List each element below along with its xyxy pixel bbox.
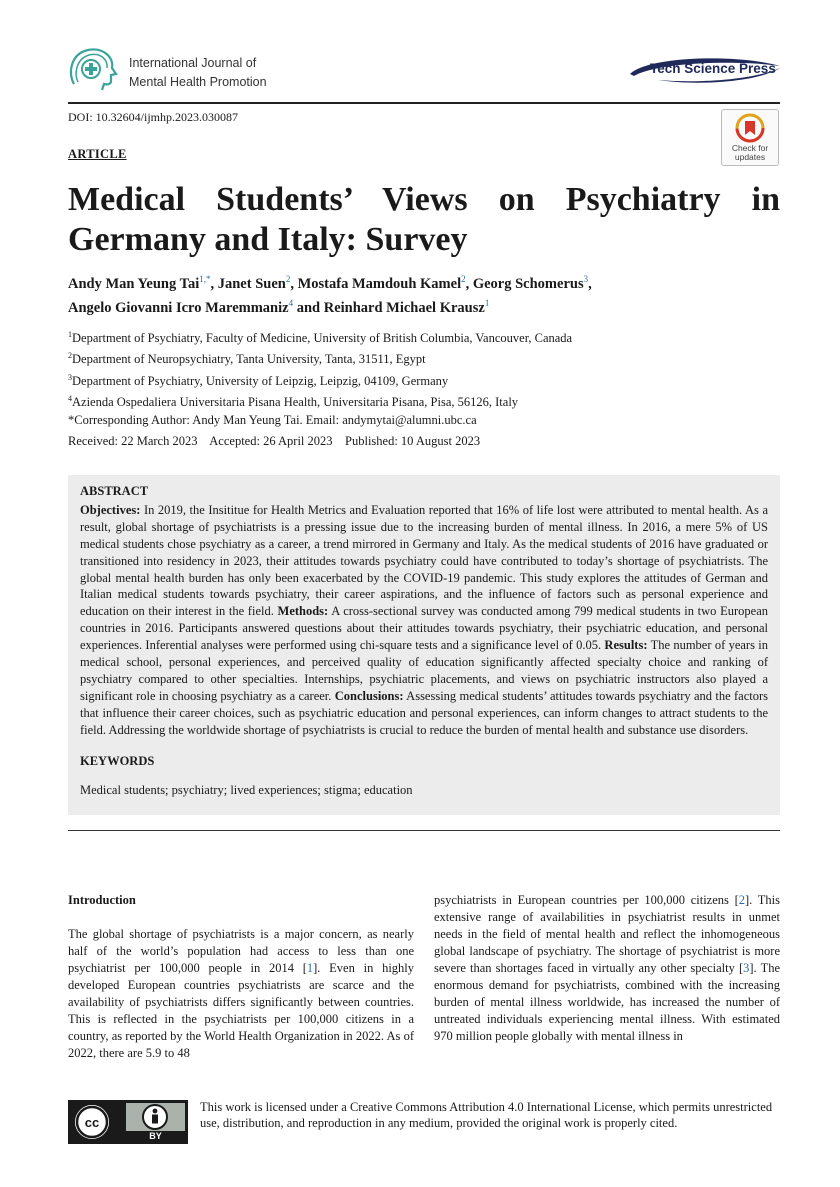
affiliation: [68, 348, 426, 367]
results-label: Results:: [604, 638, 648, 653]
check-for-updates-label: [722, 144, 778, 162]
author-sep: ,: [290, 275, 298, 292]
header-rule: [68, 102, 780, 104]
cc-by-badge[interactable]: [68, 1100, 188, 1144]
citation-link[interactable]: 2: [738, 893, 746, 907]
journal-logo: [66, 44, 122, 92]
objectives-text: In 2019, the Insititue for Health Metrics and Evaluation reported that 16% of life lost were attributed to mental health. As a result, global shortage of psychiatrists is a pressing issue due to the increasing burden of mental illness. In 2016, a mere 5% of US medical students chose psychiatry as a career, a trend mirrored in Germany and Italy. As the medical students of 2016 have graduated or transitioned into residency in 2023, their attitudes towards psychiatry could have contributed to today’s shortage of psychiatrists. The global mental health burden has only been exacerbated by the COVID-19 pandemic. This study explores the attitudes of German and Italian medical students towards psychiatry, their career aspirations, and the influence of factors such as personal experience and education on their interest in the field.: [80, 502, 768, 619]
publisher-logo: [628, 54, 782, 86]
body-column-right: [434, 892, 780, 1045]
author[interactable]: [68, 276, 210, 292]
affiliation-text: Department of Psychiatry, University of Leipzig, Leipzig, 04109, Germany: [72, 374, 449, 389]
results-text: The number of years in medical school, personal experiences, and perceived quality of education significantly affected specialty choice and ranking of psychiatry compared to other specialties. Internships, psychiatric placements, and views on psychiatric instructors also played a significant role in choosing psychiatry as a career.: [80, 638, 768, 703]
author[interactable]: [473, 276, 588, 292]
author-sup: 3: [583, 274, 589, 284]
affiliation-sup: 1: [68, 330, 72, 339]
objectives-label: Objectives:: [80, 502, 141, 517]
publisher-name: Tech Science Press: [650, 61, 776, 76]
author-sup: 4: [288, 297, 294, 308]
keywords-heading: KEYWORDS: [80, 753, 155, 768]
author-name: Reinhard Michael Krausz: [323, 299, 485, 316]
author-sep: and: [293, 299, 324, 316]
check-line1: Check for: [731, 143, 769, 153]
license-text: This work is licensed under a Creative Commons Attribution 4.0 International License, which permits unrestricted use, distribution, and reproduction in any medium, provided the original work is properly cited.: [200, 1100, 773, 1130]
affiliation: [68, 327, 572, 346]
abstract-text: [80, 502, 768, 739]
affiliation-text: Department of Neuropsychiatry, Tanta University, Tanta, 31511, Egypt: [72, 352, 426, 367]
abstract-box: [68, 475, 780, 815]
journal-name-line2: Mental Health Promotion: [129, 75, 267, 89]
abstract-heading: ABSTRACT: [80, 484, 149, 498]
corresponding-author: *Corresponding Author: Andy Man Yeung Tai. Email: andymytai@alumni.ubc.ca: [68, 413, 477, 427]
citation-link[interactable]: 3: [743, 961, 750, 975]
affiliation-text: Azienda Ospedaliera Universitaria Pisana Health, Universitaria Pisana, Pisa, 56126, Italy: [72, 395, 519, 410]
methods-label: Methods:: [277, 604, 329, 619]
abstract-rule: [68, 830, 780, 831]
conclusions-label: Conclusions:: [334, 688, 404, 703]
conclusions-text: Assessing medical students’ attitudes towards psychiatry and the factors that influence their career choices, such as psychiatric education and personal experiences, can inform changes to attract students to the field. Addressing the worldwide shortage of psychiatrists is crucial to reduce the burden of mental health and substance use disorders.: [80, 688, 768, 737]
author-sup: 2: [285, 274, 291, 284]
introduction-heading: Introduction: [68, 893, 136, 907]
author-sup: 1,*: [199, 274, 211, 284]
journal-name: [129, 54, 267, 92]
methods-text: A cross-sectional survey was conducted among 799 medical students in two European countries in 2016. Participants answered questions about their attitudes towards psychiatry, their psychiatric education, and personal experiences. Inferential analyses were performed using chi-square tests and a significance level of 0.05.: [80, 604, 768, 653]
affiliation-sup: 3: [68, 373, 72, 382]
intro-paragraph-right: psychiatrists in European countries per 100,000 citizens [2]. This extensive range of availabilities in psychiatrist results in unmet needs in the field of mental health and reflect the inhomogeneous global landscape of psychiatry. The shortage of psychiatrist is more severe than shortages faced in virtually any other specialty [3]. The enormous demand for psychiatrists, combined with the increasing burden of mental illness worldwide, has increased the number of untreated individuals experiencing mental illness. With estimated 970 million people globally with mental illness in: [434, 893, 781, 1043]
author-name: Angelo Giovanni Icro Maremmaniz: [68, 299, 289, 316]
author-name: Mostafa Mamdouh Kamel: [297, 275, 462, 292]
author-sup: 1: [484, 297, 490, 308]
intro-paragraph-left: The global shortage of psychiatrists is a major concern, as nearly half of the world’s population had access to less than one psychiatrist per 100,000 people in 2014 [1]. Even in highly developed European countries psychiatrists are scarce and the availability of psychiatrists differs significantly between countries. This is reflected in the psychiatrists per 100,000 citizens in a country, as reported by the World Health Organization in 2022. As of 2022, there are 5.9 to 48: [68, 927, 415, 1060]
doi[interactable]: DOI: 10.32604/ijmhp.2023.030087: [68, 110, 238, 124]
head-cross-icon: [66, 44, 122, 92]
author[interactable]: [298, 276, 466, 292]
bookmark-icon: [735, 113, 765, 143]
author-list: [68, 270, 780, 318]
publication-dates: Received: 22 March 2023 Accepted: 26 April 2023 Published: 10 August 2023: [68, 434, 481, 448]
check-line2: updates: [734, 152, 766, 162]
author[interactable]: [68, 297, 294, 316]
author-sup: 2: [461, 274, 466, 284]
author[interactable]: [218, 276, 291, 292]
cc-by-label: BY: [149, 1131, 162, 1141]
svg-text:cc: cc: [84, 1115, 100, 1130]
check-for-updates-badge[interactable]: [721, 109, 779, 166]
affiliation: [68, 370, 448, 389]
journal-name-line1: International Journal of: [129, 56, 257, 70]
body-column-left: [68, 892, 414, 1062]
author[interactable]: [323, 297, 490, 316]
author-name: Janet Suen: [217, 275, 286, 292]
keywords: Medical students; psychiatry; lived experiences; stigma; education: [80, 782, 413, 797]
affiliation-sup: 4: [68, 394, 72, 403]
author-sep: ,: [210, 275, 218, 292]
citation-link[interactable]: 1: [306, 961, 314, 975]
affiliation-text: Department of Psychiatry, Faculty of Medicine, University of British Columbia, Vancouver, Canada: [72, 331, 573, 346]
affiliation-sup: 2: [68, 351, 72, 360]
article-type: ARTICLE: [68, 147, 127, 161]
affiliation: [68, 391, 518, 410]
author-name: Andy Man Yeung Tai: [68, 275, 200, 292]
author-sep: ,: [588, 275, 592, 292]
paper-title: Medical Students’ Views on Psychiatry in Germany and Italy: Survey: [68, 181, 780, 258]
author-sep: ,: [465, 275, 473, 292]
author-name: Georg Schomerus: [472, 275, 584, 292]
